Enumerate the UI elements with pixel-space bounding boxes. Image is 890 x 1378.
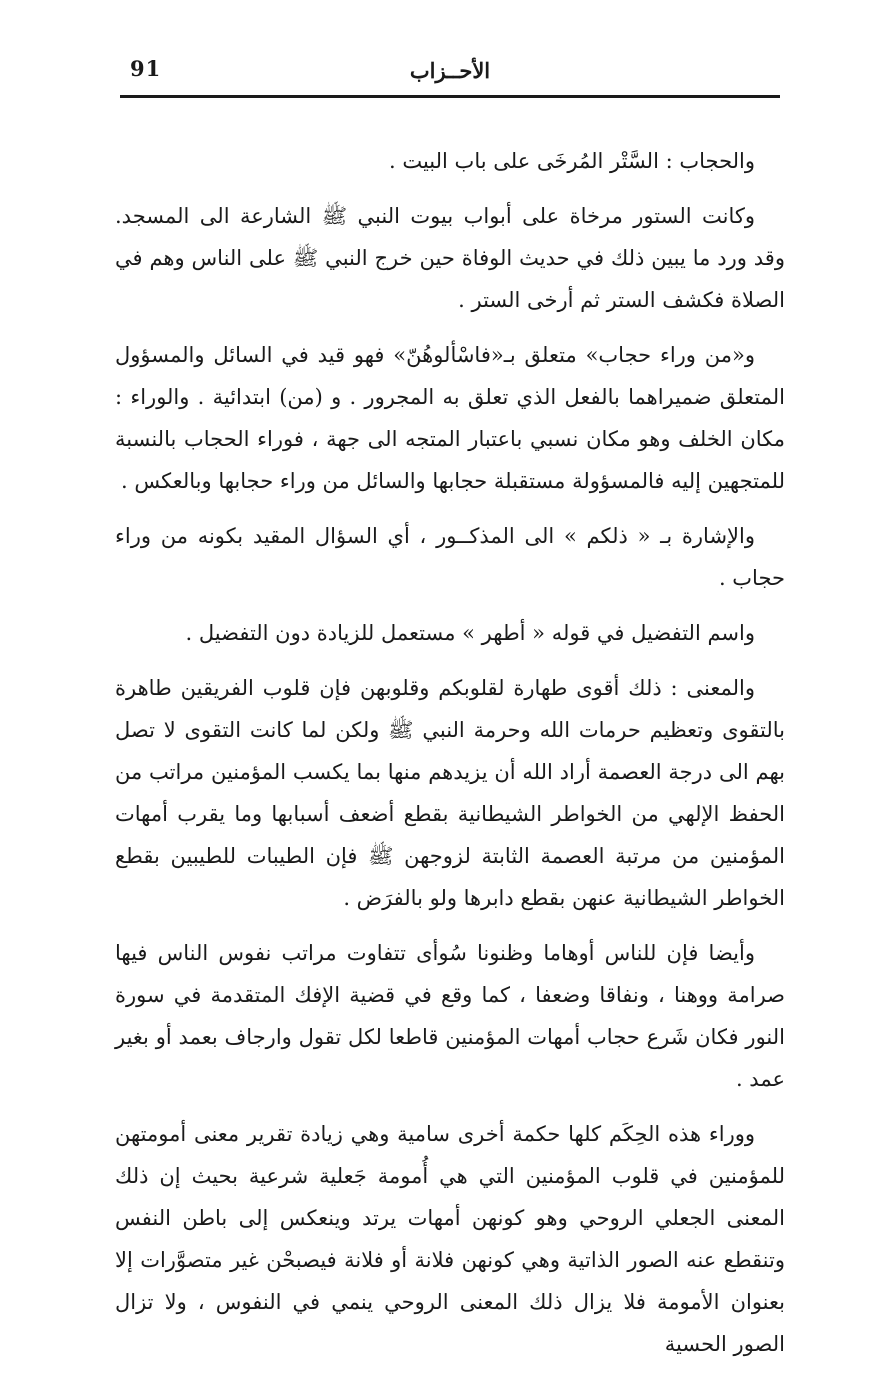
paragraph: و«من وراء حجاب» متعلق بـ«فاسْألوهُنّ» فهو قيد في السائل والمسؤول المتعلق ضميراهما بالفعل الذي تعلق به المجرور . و (من) ابتدائية . والوراء : مكان الخلف وهو مكان نسبي باعتبار المتجه الى جهة ، فوراء الحجاب بالنسبة للمتجهين إليه فالمسؤولة مستقبلة حجابها والسائل من وراء حجابها وبالعكس .: [115, 343, 785, 493]
paragraph: وكانت الستور مرخاة على أبواب بيوت النبي ﷺ الشارعة الى المسجد. وقد ورد ما يبين ذلك في حديث الوفاة حين خرج النبي ﷺ على الناس وهم في الصلاة فكشف الستر ثم أرخى الستر .: [115, 204, 785, 312]
header-rule: [120, 95, 780, 98]
paragraph: وأيضا فإن للناس أوهاما وظنونا سُوأى تتفاوت مراتب نفوس الناس فيها صرامة ووهنا ، ونفاقا وضعفا ، كما وقع في قضية الإفك المتقدمة في سورة النور فكان شَرع حجاب أمهات المؤمنين قاطعا لكل تقول وارجاف بعمد أو بغير عمد .: [115, 941, 785, 1091]
paragraph: والحجاب : السَّتْر المُرخَى على باب البيت .: [389, 149, 755, 173]
paragraph: والإشارة بـ « ذلكم » الى المذكــور ، أي السؤال المقيد بكونه من وراء حجاب .: [115, 524, 785, 590]
paragraph: ووراء هذه الحِكَم كلها حكمة أخرى سامية وهي زيادة تقرير معنى أمومتهن للمؤمنين في قلوب المؤمنين التي هي أُمومة جَعلية شرعية بحيث إن ذلك المعنى الجعلي الروحي وهو كونهن أمهات يرتد وينعكس إلى باطن النفس وتنقطع عنه الصور الذاتية وهي كونهن فلانة أو فلانة فيصبحْن غير متصوَّرات إلا بعنوان الأمومة فلا يزال ذلك المعنى الروحي ينمي في النفوس ، ولا تزال الصور الحسية: [115, 1122, 785, 1356]
paragraph: واسم التفضيل في قوله « أطهر » مستعمل للزيادة دون التفضيل .: [185, 621, 755, 645]
body-text: [115, 140, 785, 1378]
running-head: [120, 52, 780, 92]
page-number: 91: [130, 56, 162, 81]
chapter-title: الأحــزاب: [409, 58, 491, 83]
paragraph: والمعنى : ذلك أقوى طهارة لقلوبكم وقلوبهن فإن قلوب الفريقين طاهرة بالتقوى وتعظيم حرمات الله وحرمة النبي ﷺ ولكن لما كانت التقوى لا تصل بهم الى درجة العصمة أراد الله أن يزيدهم منها بما يكسب المؤمنين مراتب من الحفظ الإلهي من الخواطر الشيطانية بقطع أضعف أسبابها وما يقرب أمهات المؤمنين من مرتبة العصمة الثابتة لزوجهن ﷺ فإن الطيبات للطيبين بقطع الخواطر الشيطانية عنهن بقطع دابرها ولو بالفرَض .: [115, 676, 785, 910]
